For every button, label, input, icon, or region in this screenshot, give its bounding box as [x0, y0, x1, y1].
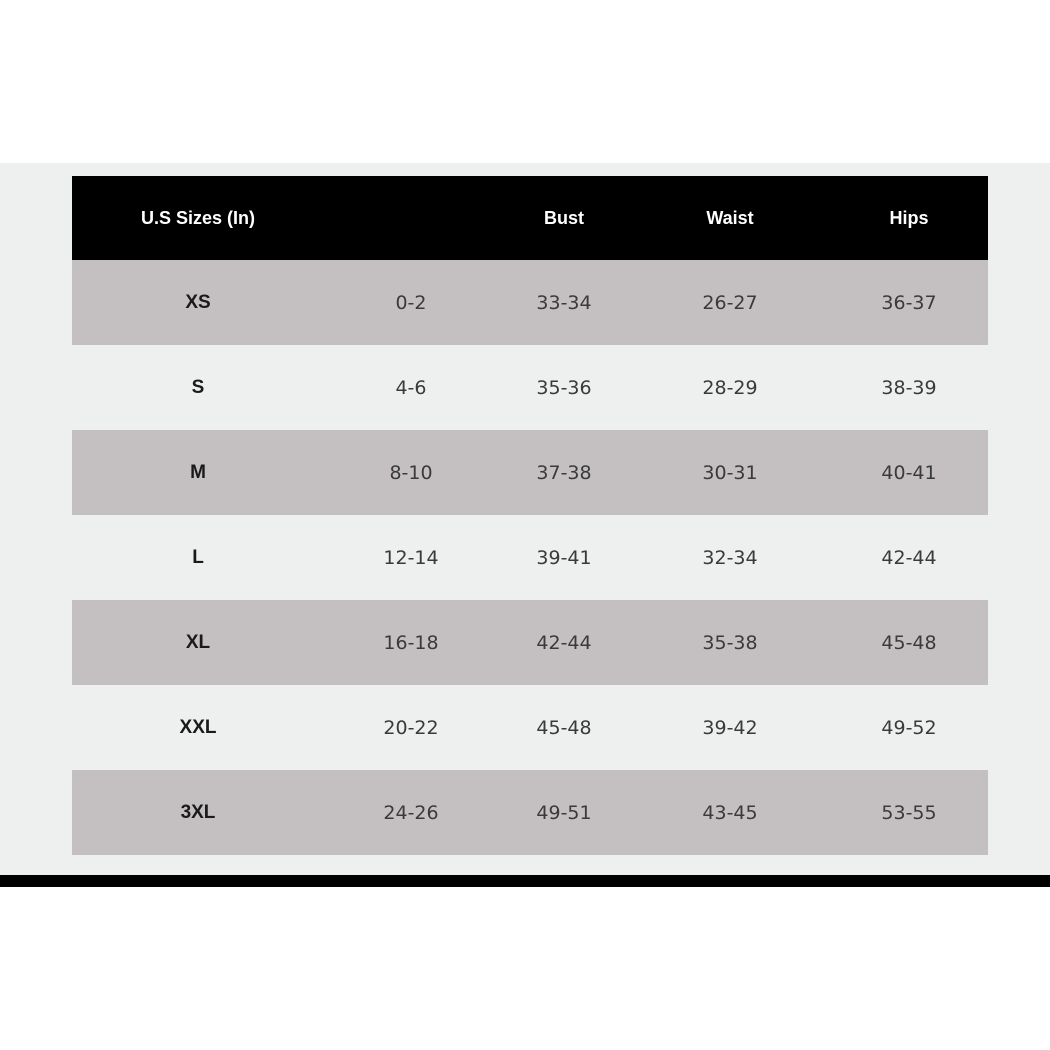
waist-cell: 35-38: [630, 600, 830, 685]
hips-cell: 36-37: [830, 260, 988, 345]
numeric-size-cell: 24-26: [324, 770, 498, 855]
table-row: [72, 345, 988, 430]
header-us-sizes: U.S Sizes (In): [72, 176, 324, 260]
waist-cell: 32-34: [630, 515, 830, 600]
numeric-size-cell: 8-10: [324, 430, 498, 515]
size-cell: XS: [72, 260, 324, 345]
table-row: [72, 430, 988, 515]
waist-cell: 28-29: [630, 345, 830, 430]
table-header-row: [72, 176, 988, 260]
table-row: [72, 600, 988, 685]
table-row: [72, 770, 988, 855]
numeric-size-cell: 0-2: [324, 260, 498, 345]
bust-cell: 42-44: [498, 600, 630, 685]
header-bust: Bust: [498, 176, 630, 260]
bottom-divider-bar: [0, 875, 1050, 887]
table-row: [72, 515, 988, 600]
waist-cell: 43-45: [630, 770, 830, 855]
size-cell: XL: [72, 600, 324, 685]
size-cell: S: [72, 345, 324, 430]
bust-cell: 33-34: [498, 260, 630, 345]
bust-cell: 35-36: [498, 345, 630, 430]
table-row: [72, 685, 988, 770]
bust-cell: 39-41: [498, 515, 630, 600]
size-cell: 3XL: [72, 770, 324, 855]
table-row: [72, 260, 988, 345]
hips-cell: 42-44: [830, 515, 988, 600]
numeric-size-cell: 12-14: [324, 515, 498, 600]
size-cell: L: [72, 515, 324, 600]
hips-cell: 38-39: [830, 345, 988, 430]
waist-cell: 26-27: [630, 260, 830, 345]
numeric-size-cell: 16-18: [324, 600, 498, 685]
bust-cell: 37-38: [498, 430, 630, 515]
header-numeric-size: [324, 176, 498, 260]
header-waist: Waist: [630, 176, 830, 260]
hips-cell: 53-55: [830, 770, 988, 855]
waist-cell: 30-31: [630, 430, 830, 515]
size-cell: XXL: [72, 685, 324, 770]
bust-cell: 49-51: [498, 770, 630, 855]
waist-cell: 39-42: [630, 685, 830, 770]
header-hips: Hips: [830, 176, 988, 260]
size-cell: M: [72, 430, 324, 515]
bust-cell: 45-48: [498, 685, 630, 770]
numeric-size-cell: 20-22: [324, 685, 498, 770]
hips-cell: 45-48: [830, 600, 988, 685]
size-chart-table: [72, 176, 988, 855]
hips-cell: 49-52: [830, 685, 988, 770]
numeric-size-cell: 4-6: [324, 345, 498, 430]
hips-cell: 40-41: [830, 430, 988, 515]
size-chart-panel: [0, 163, 1050, 875]
